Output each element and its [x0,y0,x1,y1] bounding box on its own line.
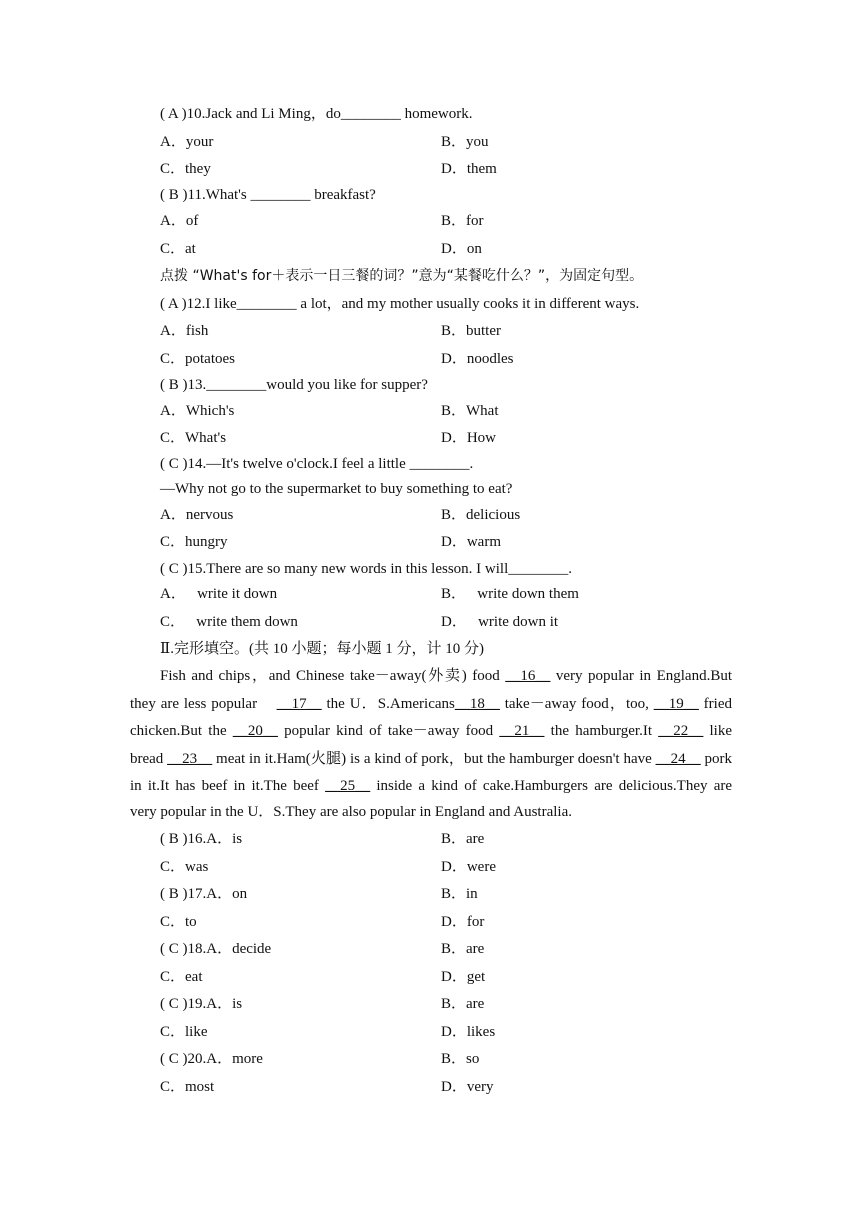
passage-line-3: chicken.But the __20__ popular kind of take－away food __21__ the hamburger.It __22__ like [130,723,732,739]
q15-options-row1 [0,583,860,605]
q19-option-d: D．likes [441,1024,496,1040]
section-2-heading: Ⅱ.完形填空。(共 10 小题；每小题 1 分，计 10 分) [160,641,484,657]
q13-option-d: D．How [441,430,496,446]
q11-options-row1 [0,210,860,232]
q16-option-c: C．was [160,859,209,875]
q11-option-c: C．at [160,241,196,257]
q19-option-c: C．like [160,1024,208,1040]
q14-option-a: A．nervous [160,507,234,523]
q17-stem: ( B )17.A．on [160,886,248,902]
q18-option-c: C．eat [160,969,203,985]
q15-option-c: C． write them down [160,614,298,630]
q13-options-row1 [0,400,860,422]
q18-option-b: B．are [441,941,485,957]
blank-21: __21__ [499,723,545,739]
q12-stem: ( A )12.I like________ a lot，and my mother usually cooks it in different ways. [160,296,640,312]
q15-option-a: A． write it down [160,586,278,602]
q18-stem: ( C )18.A．decide [160,941,272,957]
q10-option-a: A．your [160,134,214,150]
q14-stem: ( C )14.—It's twelve o'clock.I feel a little ________. [160,456,474,472]
q15-option-b: B． write down them [441,586,579,602]
q14-option-b: B．delicious [441,507,521,523]
q17-option-c: C．to [160,914,197,930]
q13-options-row2 [0,427,860,449]
q16-stem: ( B )16.A．is [160,831,243,847]
q18-option-d: D．get [441,969,486,985]
tip-note: 点拨 “What's for＋表示一日三餐的词？”意为“某餐吃什么？”，为固定句型。 [160,268,644,284]
blank-18: __18__ [454,696,500,712]
blank-24: __24__ [655,751,701,767]
q11-stem: ( B )11.What's ________ breakfast? [160,187,376,203]
q10-option-b: B．you [441,134,489,150]
q12-option-d: D．noodles [441,351,514,367]
q10-options-row1 [0,131,860,153]
q10-option-c: C．they [160,161,211,177]
blank-23: __23__ [167,751,213,767]
q11-option-b: B．for [441,213,484,229]
q12-option-c: C．potatoes [160,351,235,367]
q14-options-row2 [0,531,860,553]
q16-option-b: B．are [441,831,485,847]
q20-row2 [0,1076,860,1098]
q14-options-row1 [0,504,860,526]
blank-19: __19__ [653,696,699,712]
q13-option-b: B．What [441,403,499,419]
blank-20: __20__ [232,723,278,739]
blank-16: __16__ [505,668,551,684]
passage-line-6: very popular in the U．S.They are also popular in England and Australia. [130,804,572,820]
q19-option-b: B．are [441,996,485,1012]
q15-options-row2 [0,611,860,633]
q19-row2 [0,1021,860,1043]
passage-line-1: Fish and chips，and Chinese take－away(外卖) food __16__ very popular in England.But [160,668,732,684]
q10-option-d: D．them [441,161,497,177]
q20-stem: ( C )20.A．more [160,1051,263,1067]
q14-option-d: D．warm [441,534,501,550]
q11-option-a: A．of [160,213,199,229]
q15-option-d: D． write down it [441,614,559,630]
q12-options-row1 [0,320,860,342]
q20-option-b: B．so [441,1051,480,1067]
blank-17: __17__ [276,696,322,712]
q13-option-a: A．Which's [160,403,235,419]
blank-25: __25__ [325,778,371,794]
q18-row1 [0,938,860,960]
q17-option-d: D．for [441,914,485,930]
q17-option-b: B．in [441,886,478,902]
q20-option-d: D．very [441,1079,494,1095]
q17-row2 [0,911,860,933]
q12-option-a: A．fish [160,323,209,339]
q11-options-row2 [0,238,860,260]
q16-option-d: D．were [441,859,496,875]
passage-line-5: in it.It has beef in it.The beef __25__ inside a kind of cake.Hamburgers are delicious.They are [130,778,733,794]
q16-row2 [0,856,860,878]
q15-stem: ( C )15.There are so many new words in this lesson. I will________. [160,561,573,577]
q10-options-row2 [0,158,860,180]
q19-stem: ( C )19.A．is [160,996,243,1012]
q14-stem-continued: —Why not go to the supermarket to buy something to eat? [160,481,513,497]
q10-stem: ( A )10.Jack and Li Ming，do________ homework. [160,106,473,122]
q19-row1 [0,993,860,1015]
q14-option-c: C．hungry [160,534,228,550]
q18-row2 [0,966,860,988]
q17-row1 [0,883,860,905]
q11-option-d: D．on [441,241,482,257]
q20-option-c: C．most [160,1079,215,1095]
blank-22: __22__ [658,723,704,739]
q12-option-b: B．butter [441,323,501,339]
q12-options-row2 [0,348,860,370]
q16-row1 [0,828,860,850]
q13-option-c: C．What's [160,430,227,446]
q20-row1 [0,1048,860,1070]
q13-stem: ( B )13.________would you like for supper? [160,377,428,393]
passage-line-4: bread __23__ meat in it.Ham(火腿) is a kind of pork，but the hamburger doesn't have __24__ pork [130,751,732,767]
passage-line-2: they are less popular __17__ the U．S.Americans__18__ take－away food，too, __19__ fried [130,696,732,712]
